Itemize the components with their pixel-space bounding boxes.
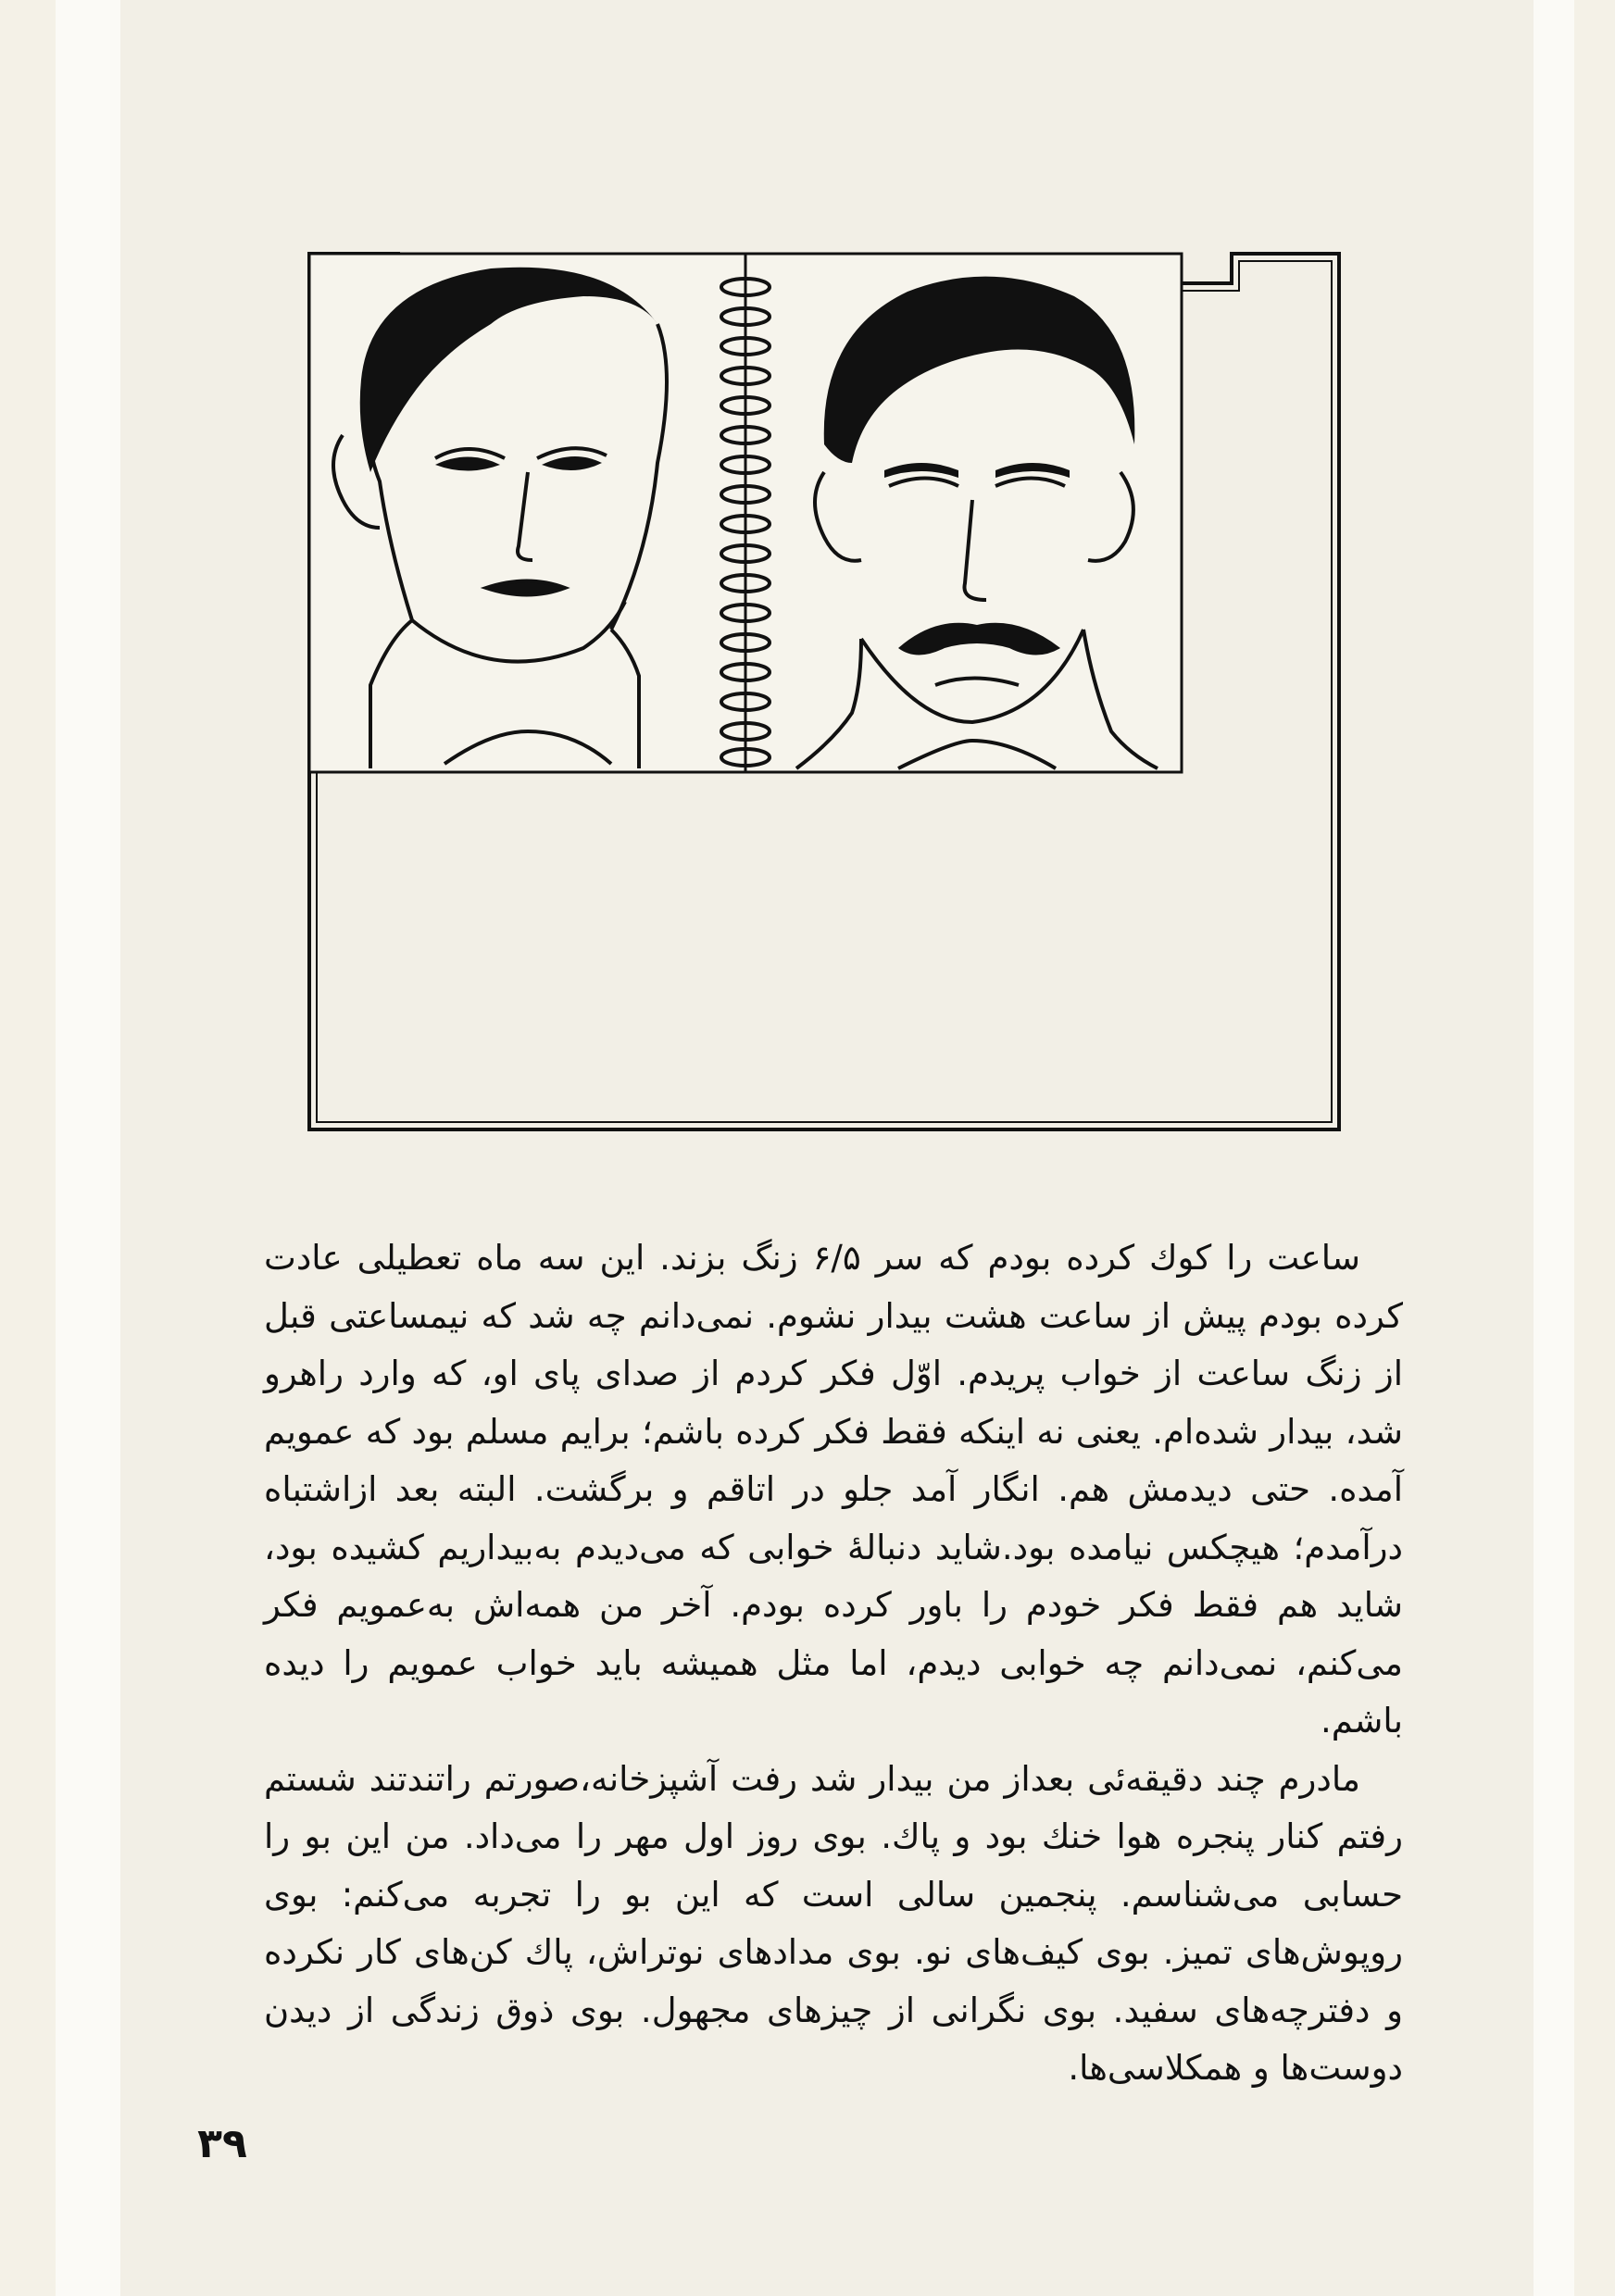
portraits-illustration	[306, 250, 1185, 778]
scan-right-margin	[1534, 0, 1574, 2296]
title-frame	[306, 250, 1345, 1135]
paragraph: مادرم چند دقیقه‌ئی بعداز من بیدار شد رفت آشپزخانه،صورتم راتندتند شستم رفتم کنار پنجره هوا خنك بود و پاك. بوی روز اول مهر را می‌داد. من این بو را حسابی می‌شناسم. پنجمین سالی است که این بو را تجربه می‌کنم: بوی روپوش‌های تمیز. بوی کیف‌های نو. بوی مدادهای نوتراش، پاك کن‌های کار نکرده و دفترچه‌های سفید. بوی نگرانی از چیزهای مجهول. بوی ذوق زندگی از دیدن دوست‌ها و همکلاسی‌ها.	[264, 1758, 1403, 2088]
scan-left-margin	[56, 0, 120, 2296]
paragraph: ساعت را کوك کرده بودم که سر ۶/۵ زنگ بزند. این سه ماه تعطیلی عادت کرده بودم پیش از ساعت هشت بیدار نشوم. نمی‌دانم چه شد که نیمساعتی قبل از زنگ ساعت از خواب پریدم. اوّل فکر کردم از صدای پای او، که وارد راهرو شد، بیدار شده‌ام. یعنی نه اینکه فقط فکر کرده باشم؛ برایم مسلم بود که عمویم آمده. حتی دیدمش هم. انگار آمد جلو در اتاقم و برگشت. البته بعد ازاشتباه درآمدم؛ هیچکس نیامده بود.شاید دنبالهٔ خوابی که می‌دیدم به‌بیداریم کشیده بود، شاید هم فقط فکر خودم را باور کرده بودم. آخر من همه‌اش به‌عمویم فکر می‌کنم، نمی‌دانم چه خوابی دیدم، اما مثل همیشه باید خواب عمویم را دیده باشم.	[264, 1238, 1403, 1741]
story-body	[264, 1229, 1403, 2098]
page-number: ۳۹	[197, 2120, 247, 2167]
